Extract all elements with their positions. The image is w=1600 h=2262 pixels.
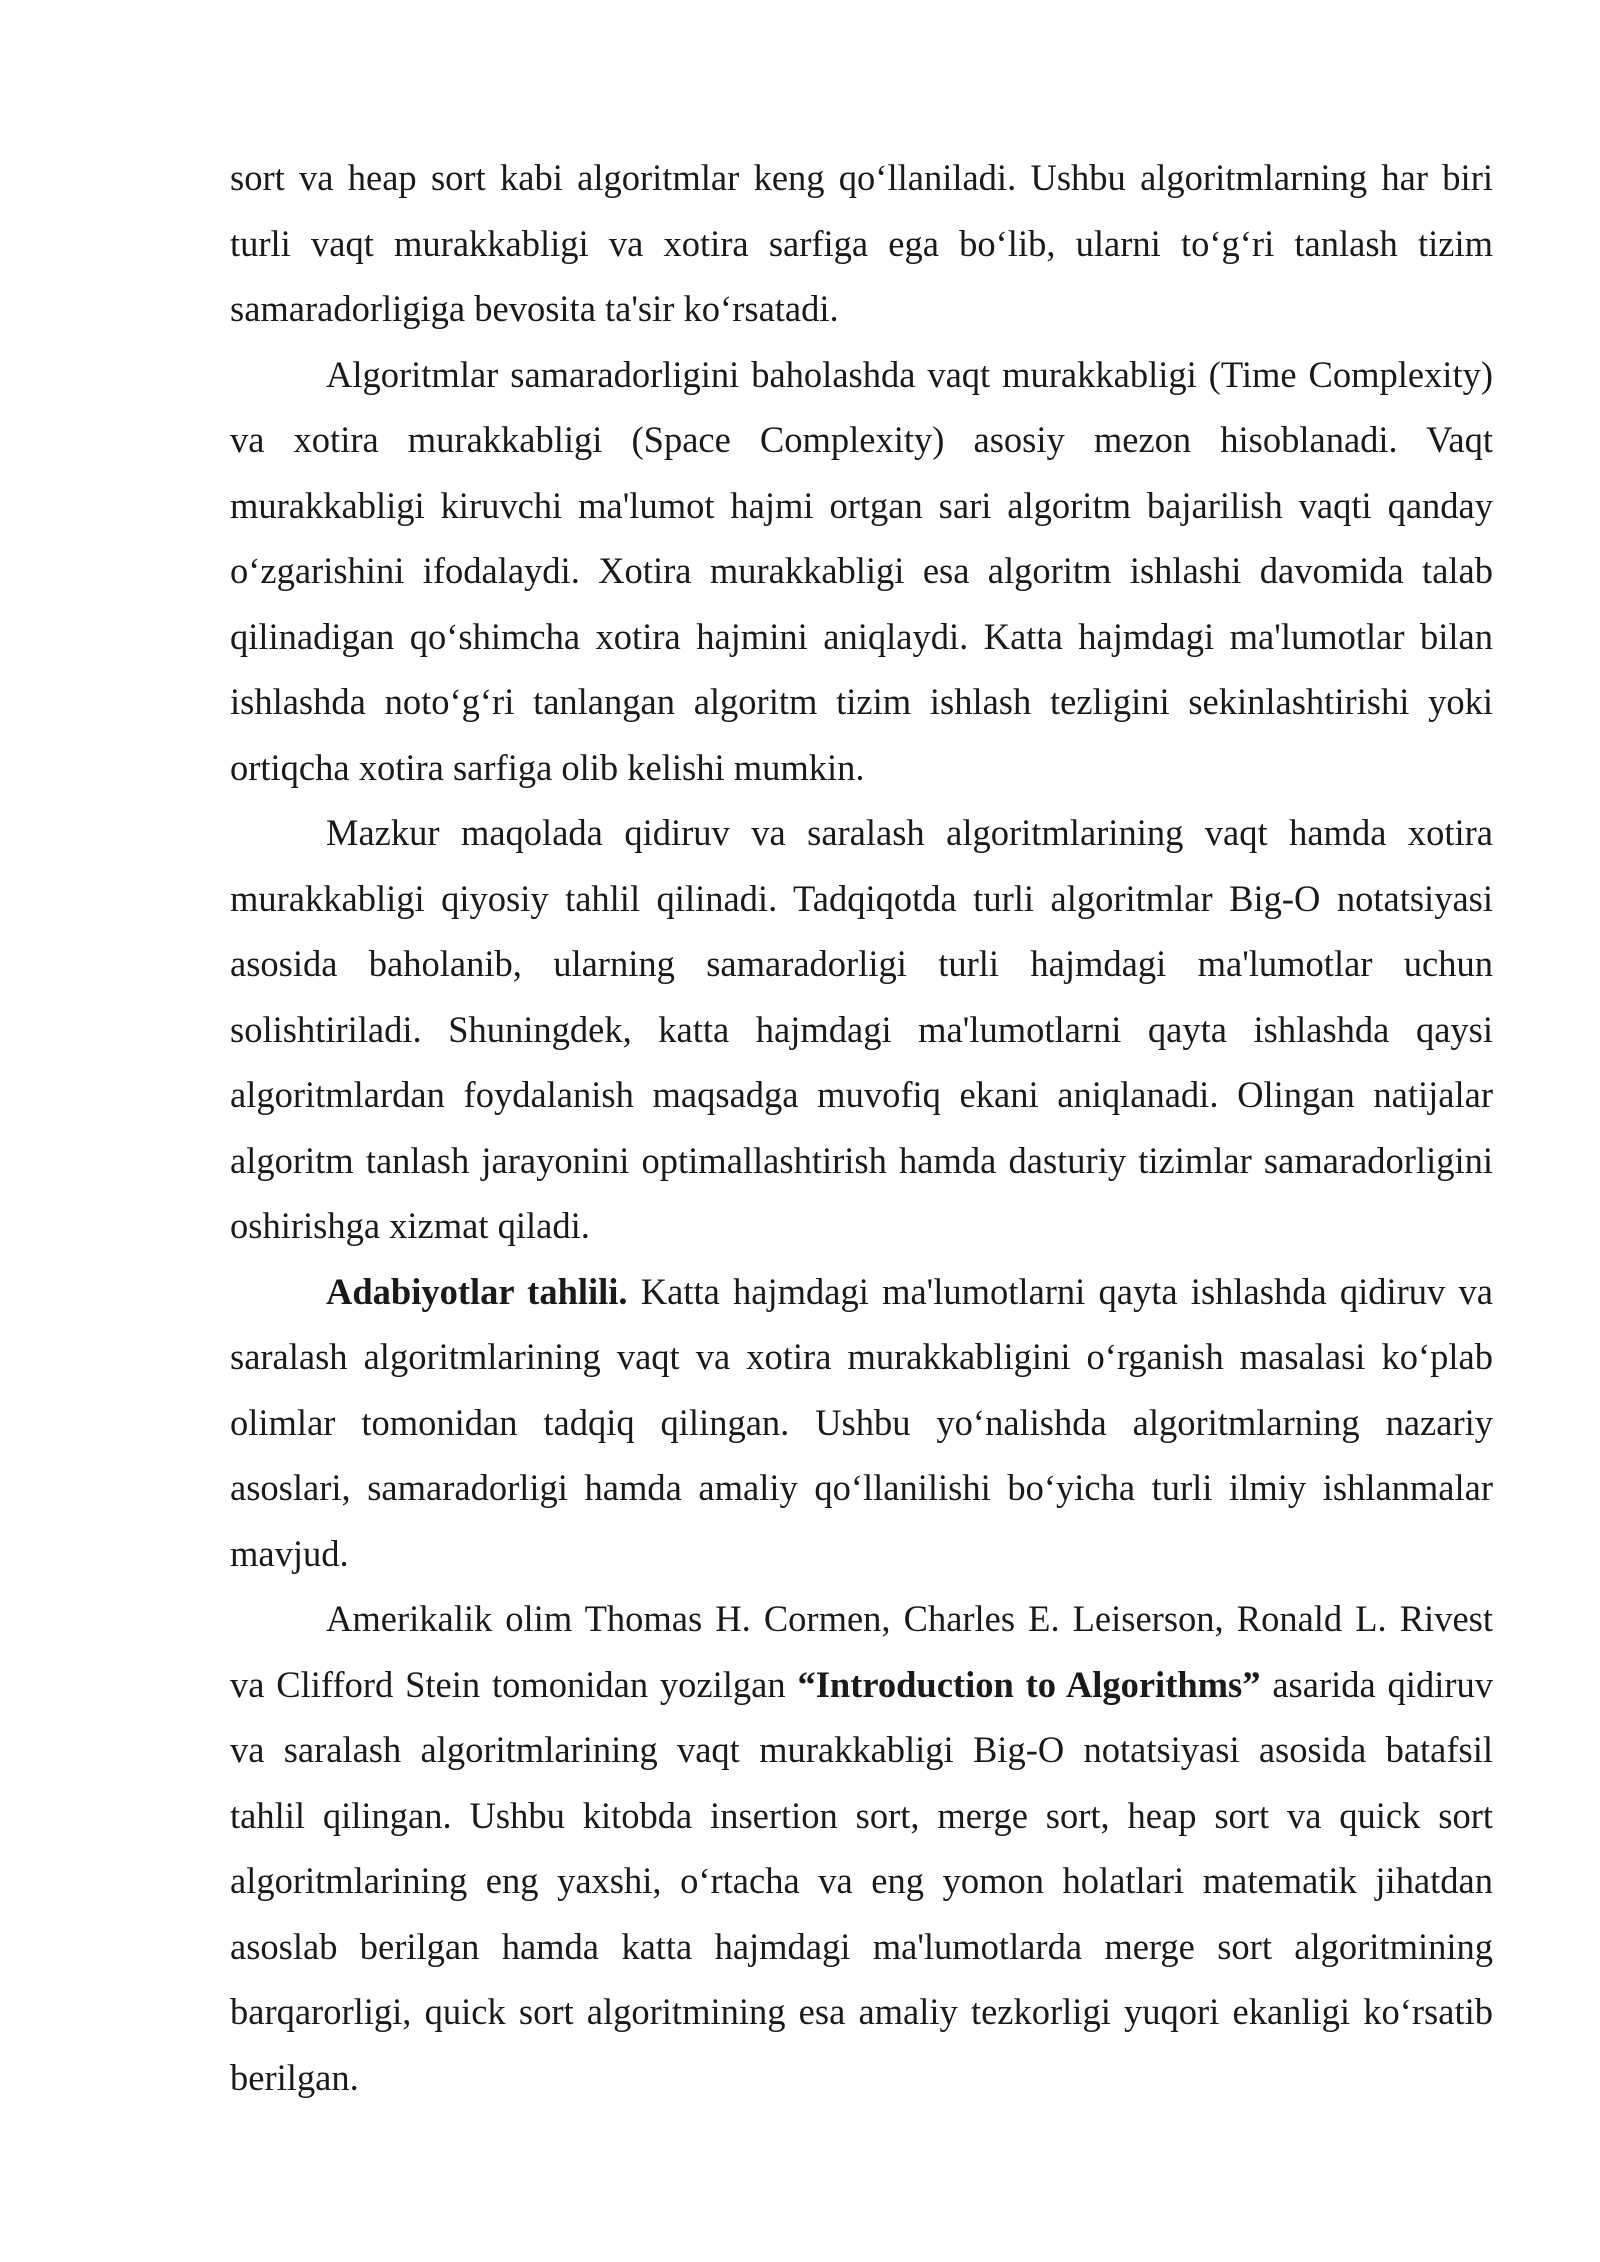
paragraph-article-aim bbox=[230, 800, 1493, 1259]
section-heading: Adabiyotlar tahlili. bbox=[326, 1270, 628, 1312]
paragraph-text: Mazkur maqolada qidiruv va saralash algoritmlarining vaqt hamda xotira murakkabligi qiyosiy tahlil qilinadi. Tadqiqotda turli algoritmlar Big-O notatsiyasi asosida baholanib, ularning samaradorligi turli hajmdagi ma'lumotlar uchun solishtiriladi. Shuningdek, katta hajmdagi ma'lumotlarni qayta ishlashda qaysi algoritmlardan foydalanish maqsadga muvofiq ekani aniqlanadi. Olingan natijalar algoritm tanlash jarayonini optimallashtirish hamda dasturiy tizimlar samaradorligini oshirishga xizmat qiladi. bbox=[230, 812, 1493, 1246]
document-page bbox=[230, 145, 1493, 2110]
paragraph-text: asarida qidiruv va saralash algoritmlarining vaqt murakkabligi Big-O notatsiyasi asosida batafsil tahlil qilingan. Ushbu kitobda insertion sort, merge sort, heap sort va quick sort algoritmlarining eng yaxshi, o‘rtacha va eng yomon holatlari matematik jihatdan asoslab berilgan hamda katta hajmdagi ma'lumotlarda merge sort algoritmining barqarorligi, quick sort algoritmining esa amaliy tezkorligi yuqori ekanligi ko‘rsatib berilgan. bbox=[230, 1663, 1493, 2098]
paragraph-cormen-reference bbox=[230, 1586, 1493, 2110]
paragraph-complexity bbox=[230, 342, 1493, 801]
paragraph-text: sort va heap sort kabi algoritmlar keng qo‘llaniladi. Ushbu algoritmlarning har biri turli vaqt murakkabligi va xotira sarfiga ega bo‘lib, ularni to‘g‘ri tanlash tizim samaradorligiga bevosita ta'sir ko‘rsatadi. bbox=[230, 157, 1493, 329]
paragraph-text: Katta hajmdagi ma'lumotlarni qayta ishlashda qidiruv va saralash algoritmlarining vaqt va xotira murakkabligini o‘rganish masalasi ko‘plab olimlar tomonidan tadqiq qilingan. Ushbu yo‘nalishda algoritmlarning nazariy asoslari, samaradorligi hamda amaliy qo‘llanilishi bo‘yicha turli ilmiy ishlanmalar mavjud. bbox=[230, 1270, 1493, 1574]
paragraph-literature-review bbox=[230, 1259, 1493, 1587]
paragraph-text: Algoritmlar samaradorligini baholashda vaqt murakkabligi (Time Complexity) va xotira murakkabligi (Space Complexity) asosiy mezon hisoblanadi. Vaqt murakkabligi kiruvchi ma'lumot hajmi ortgan sari algoritm bajarilish vaqti qanday o‘zgarishini ifodalaydi. Xotira murakkabligi esa algoritm ishlashi davomida talab qilinadigan qo‘shimcha xotira hajmini aniqlaydi. Katta hajmdagi ma'lumotlar bilan ishlashda noto‘g‘ri tanlangan algoritm tizim ishlash tezligini sekinlashtirishi yoki ortiqcha xotira sarfiga olib kelishi mumkin. bbox=[230, 353, 1493, 788]
book-title: “Introduction to Algorithms” bbox=[797, 1663, 1261, 1705]
paragraph-text: Amerikalik olim Thomas H. Cormen, Charles E. Leiserson, Ronald L. Rivest va Clifford Stein tomonidan yozilgan bbox=[230, 1598, 1493, 1705]
paragraph-intro-continuation bbox=[230, 145, 1493, 342]
